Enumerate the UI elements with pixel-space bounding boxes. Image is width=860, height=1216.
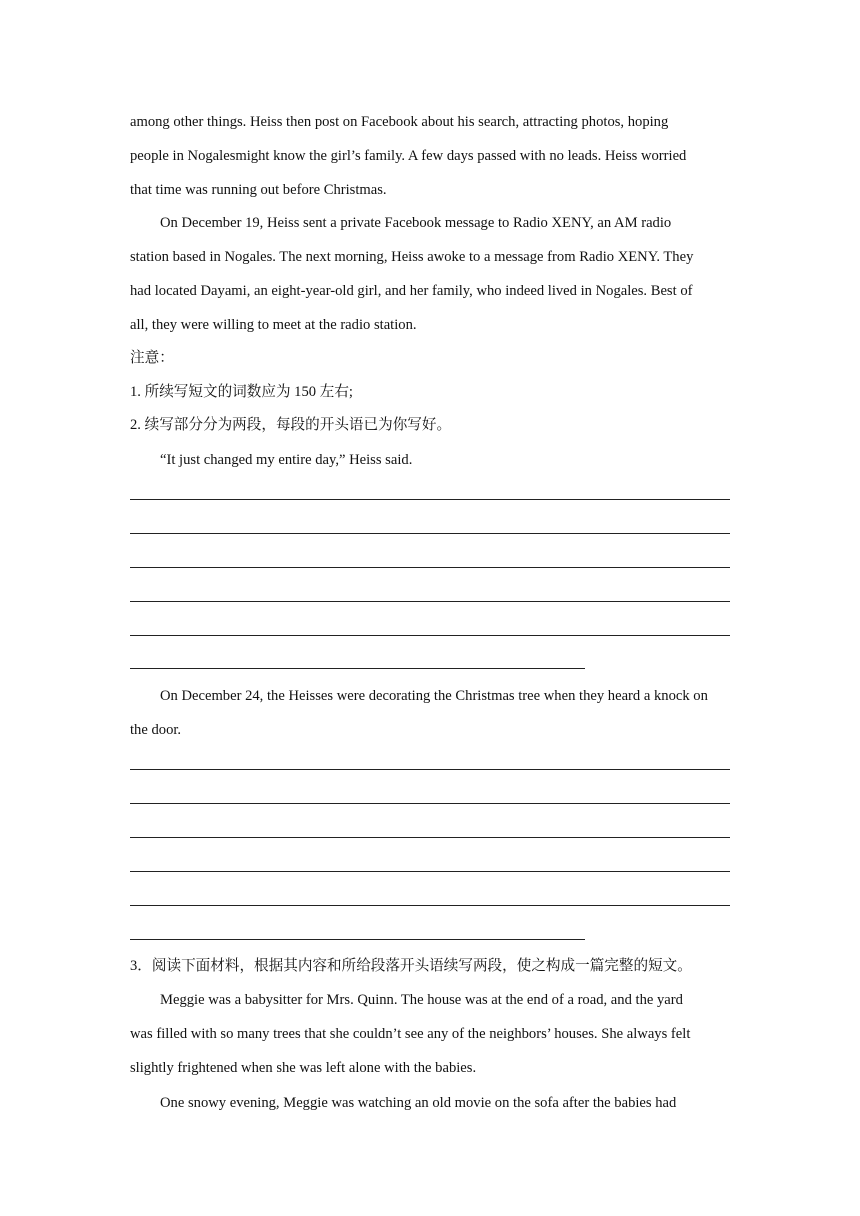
passage-line: was filled with so many trees that she couldn’t see any of the neighbors’ houses. She always felt bbox=[130, 1026, 691, 1042]
writing-line bbox=[130, 533, 730, 534]
writing-line bbox=[130, 837, 730, 838]
passage-line: all, they were willing to meet at the radio station. bbox=[130, 317, 417, 333]
writing-line bbox=[130, 939, 585, 940]
passage-line: Meggie was a babysitter for Mrs. Quinn. The house was at the end of a road, and the yard bbox=[160, 992, 683, 1008]
passage-line: On December 19, Heiss sent a private Facebook message to Radio XENY, an AM radio bbox=[160, 215, 672, 231]
writing-line bbox=[130, 803, 730, 804]
writing-line bbox=[130, 635, 730, 636]
writing-line bbox=[130, 567, 730, 568]
passage-line: that time was running out before Christmas. bbox=[130, 182, 387, 198]
passage-line: among other things. Heiss then post on Facebook about his search, attracting photos, hoping bbox=[130, 114, 669, 130]
passage-line: slightly frightened when she was left alone with the babies. bbox=[130, 1060, 477, 1076]
writing-line bbox=[130, 499, 730, 500]
passage-line: station based in Nogales. The next morning, Heiss awoke to a message from Radio XENY. They bbox=[130, 249, 694, 265]
note-item: 2. 续写部分分为两段，每段的开头语已为你写好。 bbox=[130, 417, 452, 433]
passage-line: One snowy evening, Meggie was watching an old movie on the sofa after the babies had bbox=[160, 1095, 677, 1111]
writing-line bbox=[130, 871, 730, 872]
writing-line bbox=[130, 905, 730, 906]
notes-heading: 注意： bbox=[130, 350, 174, 366]
writing-line bbox=[130, 668, 585, 669]
paragraph-opening: the door. bbox=[130, 722, 182, 738]
passage-line: had located Dayami, an eight-year-old girl, and her family, who indeed lived in Nogales. Best of bbox=[130, 283, 693, 299]
paragraph-opening: “It just changed my entire day,” Heiss said. bbox=[160, 452, 413, 468]
paragraph-opening: On December 24, the Heisses were decorating the Christmas tree when they heard a knock on bbox=[160, 688, 708, 704]
writing-line bbox=[130, 769, 730, 770]
writing-line bbox=[130, 601, 730, 602]
question-heading: 3．阅读下面材料，根据其内容和所给段落开头语续写两段，使之构成一篇完整的短文。 bbox=[130, 958, 692, 974]
passage-line: people in Nogalesmight know the girl’s family. A few days passed with no leads. Heiss worried bbox=[130, 148, 687, 164]
note-item: 1. 所续写短文的词数应为 150 左右; bbox=[130, 384, 353, 400]
